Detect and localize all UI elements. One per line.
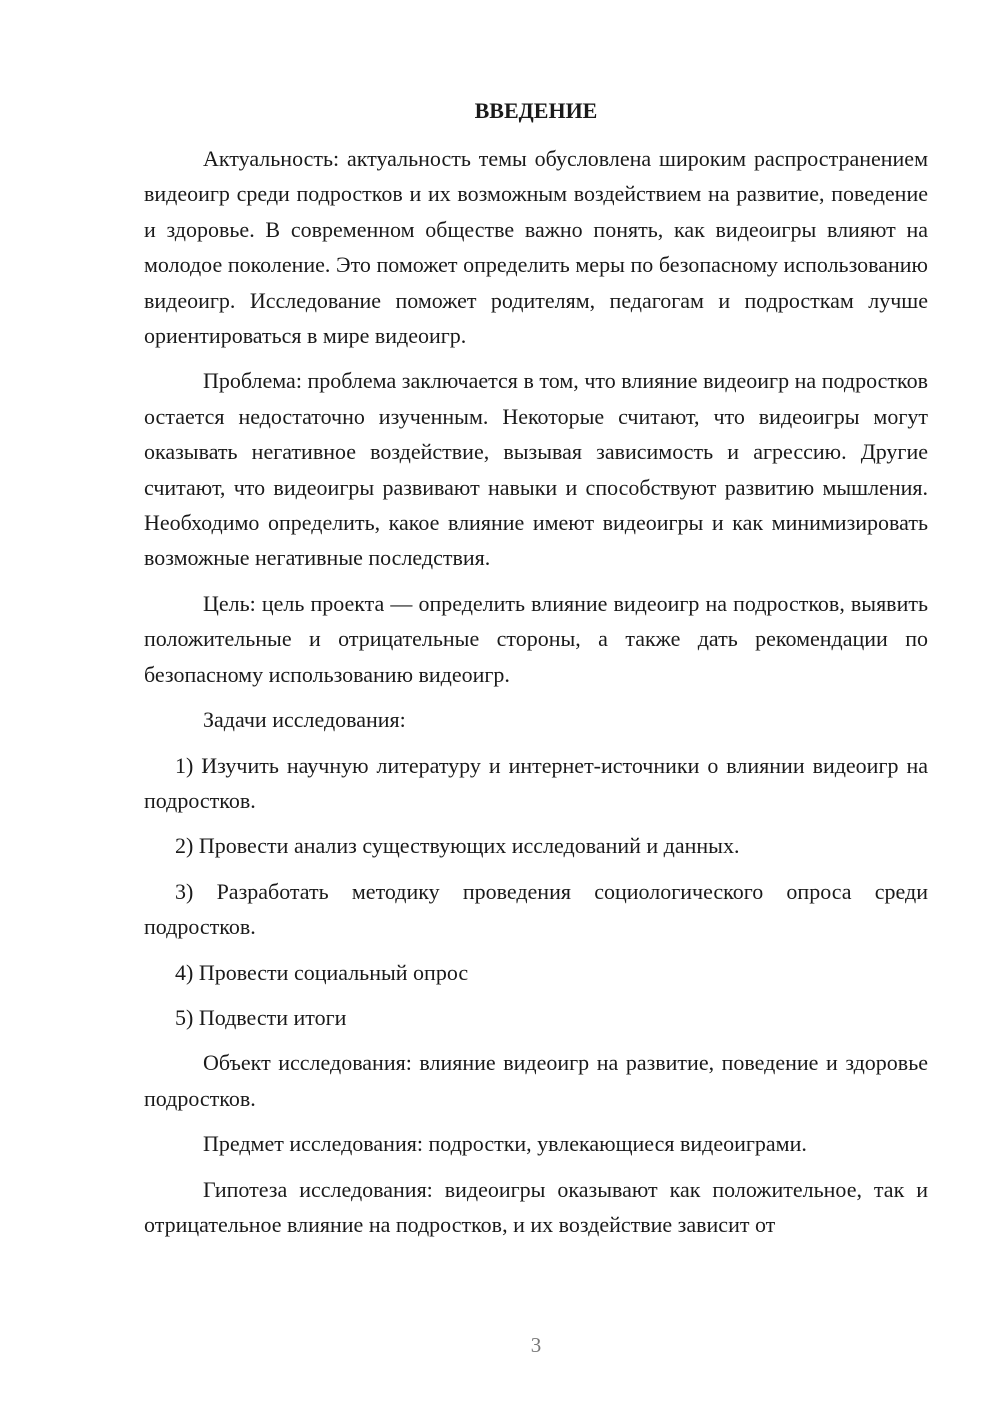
paragraph-relevance: Актуальность: актуальность темы обусловлена широким распространением видеоигр среди подростков и их возможным воздействием на развитие, поведение и здоровье. В современном обществе важно понять, как видеоигры влияют на молодое поколение. Это поможет определить меры по безопасному использованию видеоигр. Исследование поможет родителям, педагогам и подросткам лучше ориентироваться в мире видеоигр. <box>144 146 928 349</box>
task-item-1: 1) Изучить научную литературу и интернет-источники о влиянии видеоигр на подростков. <box>144 752 928 813</box>
paragraph-object: Объект исследования: влияние видеоигр на развитие, поведение и здоровье подростков. <box>144 1050 928 1111</box>
task-item-4: 4) Провести социальный опрос <box>175 959 469 985</box>
paragraph-tasks-heading: Задачи исследования: <box>203 707 406 733</box>
task-item-5: 5) Подвести итоги <box>175 1004 347 1030</box>
document-page <box>144 93 928 1252</box>
task-item-3: 3) Разработать методику проведения социологического опроса среди подростков. <box>144 878 928 940</box>
paragraph-goal: Цель: цель проекта — определить влияние видеоигр на подростков, выявить положительные и отрицательные стороны, а также дать рекомендации по безопасному использованию видеоигр. <box>144 590 928 687</box>
paragraph-hypothesis: Гипотеза исследования: видеоигры оказывают как положительное, так и отрицательное влияние на подростков, и их воздействие зависит от <box>144 1176 928 1237</box>
task-item-2: 2) Провести анализ существующих исследований и данных. <box>175 833 740 859</box>
page-number: 3 <box>530 1333 542 1357</box>
paragraph-problem: Проблема: проблема заключается в том, что влияние видеоигр на подростков остается недостаточно изученным. Некоторые считают, что видеоигры могут оказывать негативное воздействие, вызывая зависимость и агрессию. Другие считают, что видеоигры развивают навыки и способствуют развитию мышления. Необходимо определить, какое влияние имеют видеоигры и как минимизировать возможные негативные последствия. <box>144 368 928 571</box>
paragraph-subject: Предмет исследования: подростки, увлекающиеся видеоиграми. <box>203 1131 807 1157</box>
section-title: ВВЕДЕНИЕ <box>474 98 598 123</box>
